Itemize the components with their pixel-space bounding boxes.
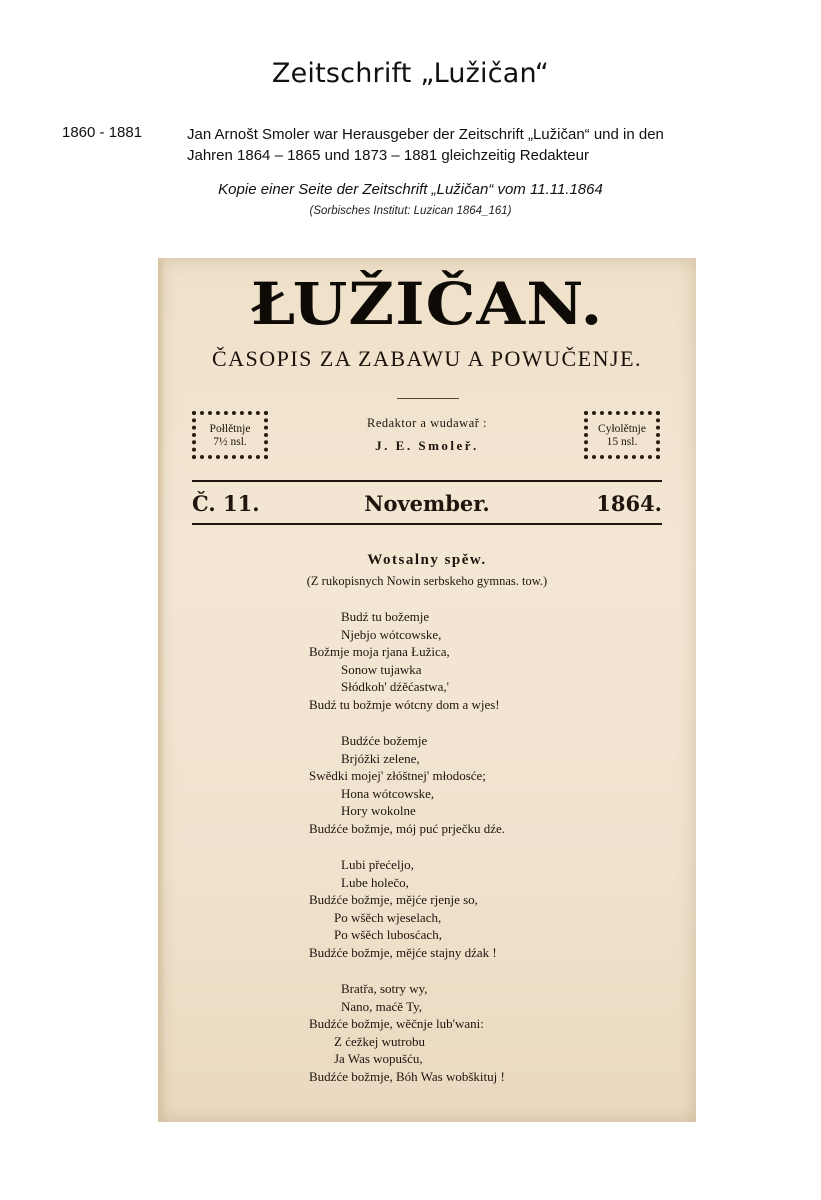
verse-line: Budźće božemje xyxy=(341,733,428,748)
verse-line: Budź tu božemje xyxy=(341,609,430,624)
verse-line: Swědki mojej' złóštnej' młodosće; xyxy=(309,768,486,783)
masthead-divider xyxy=(397,398,459,399)
verse-line: Po wšěch wjeselach, xyxy=(334,909,442,925)
price-box-full-year xyxy=(584,411,660,459)
verse-line: Hory wokolne xyxy=(341,803,416,818)
stanza-4 xyxy=(158,980,696,1085)
verse-line: Lube holečo, xyxy=(341,874,409,890)
description-line-2: Jahren 1864 – 1865 und 1873 – 1881 gleichzeitig Redakteur xyxy=(187,147,589,164)
verse-line: Po wšěch lubosćach, xyxy=(334,927,442,942)
editor-role: Redaktor a wudawař : xyxy=(366,416,488,430)
newspaper-masthead: ŁUŽIČAN. xyxy=(250,270,604,338)
stanza-1 xyxy=(158,608,696,713)
price-half-year-label: Połlětnje xyxy=(209,423,251,435)
poem-source: (Z rukopisnych Nowin serbskeho gymnas. tow.) xyxy=(306,574,548,588)
verse-line: Lubi přećeljo, xyxy=(341,857,414,872)
verse-line: Budźće božmje, mějće rjenje so, xyxy=(309,892,478,907)
verse-line: Budźće božmje, Bóh Was wobškituj ! xyxy=(309,1068,505,1084)
verse-line: Słódkoh' dźěćastwa,' xyxy=(341,679,449,694)
editor-name: J. E. Smoleř. xyxy=(375,438,479,453)
price-full-year-label: Cyłolětnje xyxy=(598,423,646,435)
newspaper-page-image xyxy=(158,258,696,1122)
poem-body xyxy=(158,608,696,1104)
issue-year: 1864. xyxy=(596,491,662,516)
page-title: Zeitschrift „Lužičan“ xyxy=(271,58,550,89)
years-label: 1860 - 1881 xyxy=(62,124,143,141)
verse-line: Sonow tujawka xyxy=(341,661,422,677)
image-source: (Sorbisches Institut: Luzican 1864_161) xyxy=(309,205,512,217)
price-full-year-value: 15 nsl. xyxy=(606,436,638,448)
stanza-2 xyxy=(158,732,696,837)
verse-line: Budź tu božmje wótcny dom a wjes! xyxy=(309,696,500,712)
price-half-year-value: 7½ nsl. xyxy=(213,436,247,448)
verse-line: Bratřa, sotry wy, xyxy=(341,981,428,996)
description-line-1: Jan Arnošt Smoler war Herausgeber der Zeitschrift „Lužičan“ und in den xyxy=(187,126,664,143)
issue-rule-bottom xyxy=(192,523,662,525)
verse-line: Budźće božmje, mój puć prječku dźe. xyxy=(309,820,506,836)
verse-line: Njebjo wótcowske, xyxy=(341,626,442,642)
verse-line: Hona wótcowske, xyxy=(341,785,435,801)
image-caption: Kopie einer Seite der Zeitschrift „Lužičan“ vom 11.11.1864 xyxy=(218,181,603,198)
verse-line: Ja Was wopušću, xyxy=(334,1051,423,1066)
verse-line: Z ćežkej wutrobu xyxy=(334,1033,425,1049)
newspaper-subtitle: ČASOPIS ZA ZABAWU A POWUČENJE. xyxy=(211,346,643,371)
issue-number: Č. 11. xyxy=(192,491,260,516)
verse-line: Budźće božmje, mějće stajny dźak ! xyxy=(309,944,497,960)
verse-line: Brjóžki zelene, xyxy=(341,750,420,766)
issue-month: November. xyxy=(364,491,490,516)
issue-rule-top xyxy=(192,480,662,482)
stanza-3 xyxy=(158,856,696,961)
poem-title: Wotsalny spěw. xyxy=(367,552,487,568)
verse-line: Božmje moja rjana Łužica, xyxy=(309,644,450,659)
verse-line: Nano, maćě Ty, xyxy=(341,998,423,1014)
verse-line: Budźće božmje, wěčnje lub'wani: xyxy=(309,1016,484,1031)
description xyxy=(187,124,797,166)
